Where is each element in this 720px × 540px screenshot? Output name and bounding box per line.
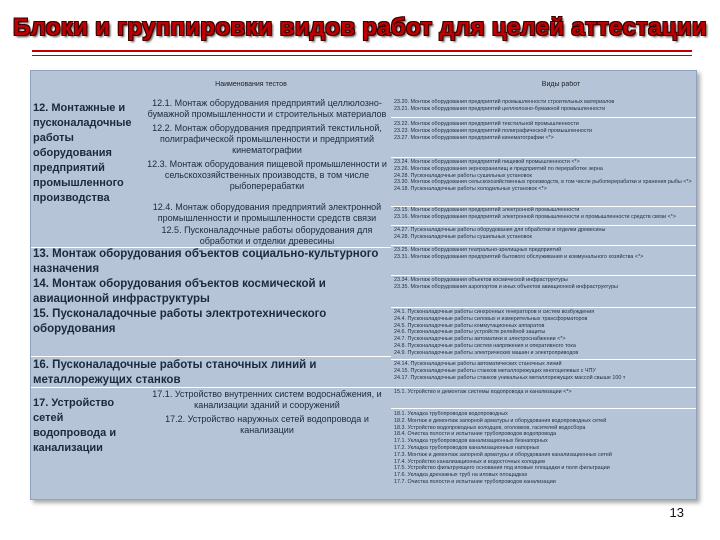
group-17-title: 17. Устройство сетей водопровода и канализации [33, 397, 117, 454]
row-separator [391, 275, 696, 276]
subgroup-17-1: 17.1. Устройство внутренних систем водоснабжения, и канализации зданий и сооружений [152, 389, 382, 410]
group-13-title: 13. Монтаж оборудования объектов социально-культурного назначения [33, 248, 379, 275]
title-underline [32, 50, 692, 52]
subgroup-12-2: 12.2. Монтаж оборудования предприятий текстильной, полиграфической промышленности и предприятий кинематографии [152, 123, 382, 155]
row-separator [391, 245, 696, 246]
works-block-10: 15.1. Устройство и демонтаж системы водопровода и канализации <*> [394, 389, 572, 395]
group-15-title: 15. Пусконаладочные работы электротехнического оборудования [33, 308, 327, 335]
slide-title: Блоки и группировки видов работ для целей аттестации [13, 14, 707, 41]
subgroup-12-4: 12.4. Монтаж оборудования предприятий электронной промышленности и промышленности средств связи [152, 202, 382, 223]
works-block-11: 18.1. Укладка трубопроводов водопроводных 18.2. Монтаж и демонтаж запорной арматуры и оборудования водопроводных сетей 18.3. Устройство водопроводных колодцев, оголовков, гасителей водосбора 18.4. Очистка полости и испытание трубопроводов водопровода 17.1. Укладка трубопроводов канализационных безнапорных 17.2. Укладка трубопроводов канализационных напорных 17.3. Монтаж и демонтаж запорной арматуры и оборудования канализационных сетей 17.4. Устройство канализационных и водосточных колодцев 17.5. Устройство фильтрующего основания под иловые площадки и поля фильтрации 17.6. Укладка дренажных труб на иловых площадках 17.7. Очистка полости и испытание трубопроводов канализации [394, 411, 612, 485]
works-block-2: 23.22. Монтаж оборудования предприятий текстильной промышленности 23.23. Монтаж оборудования предприятий полиграфической промышленности 23.27. Монтаж оборудования предприятий кинематографии <*> [394, 121, 593, 141]
group-16-title: 16. Пусконаладочные работы станочных линий и металлорежущих станков [33, 359, 317, 386]
works-block-7: 23.34. Монтаж оборудования объектов космической инфраструктуры 23.35. Монтаж оборудования аэропортов и иных объектов авиационной инфраструктуры [394, 277, 618, 290]
row-separator [391, 408, 696, 409]
page-number: 13 [669, 505, 684, 520]
row-separator [391, 307, 696, 308]
row-separator [31, 356, 391, 357]
works-block-8: 24.1. Пусконаладочные работы синхронных генераторов и систем возбуждения 24.4. Пусконаладочные работы силовых и измерительных трансформаторов 24.5. Пусконаладочные работы коммутационных аппаратов 24.6. Пусконаладочные работы устройств релейной защиты 24.7. Пусконаладочные работы автоматики в электроснабжении <*> 24.8. Пусконаладочные работы систем напряжения и оперативного тока 24.9. Пусконаладочные работы электрических машин и электроприводов [394, 309, 595, 356]
title-underline-thin [32, 55, 692, 56]
subgroup-12-3: 12.3. Монтаж оборудования пищевой промышленности и сельскохозяйственных производств, в том числе рыбоперерабатки [147, 159, 387, 191]
row-separator [391, 117, 696, 118]
subgroup-17-2: 17.2. Устройство наружных сетей водопровода и канализации [165, 414, 369, 435]
works-table [30, 70, 697, 500]
row-separator [391, 225, 696, 226]
works-block-1: 23.20. Монтаж оборудования предприятий промышленности строительных материалов 23.21. Монтаж оборудования предприятий целлюлозно-бумажной промышленности [394, 99, 615, 112]
row-separator [391, 359, 696, 360]
group-12-title: 12. Монтажные и пусконаладочные работы оборудования предприятий промышленного производства [33, 102, 132, 204]
works-block-6: 23.25. Монтаж оборудования театрально-зрелищных предприятий 23.31. Монтаж оборудования предприятий бытового обслуживания и коммунального хозяйства <*> [394, 247, 644, 260]
works-block-3: 23.24. Монтаж оборудования предприятий пищевой промышленности <*> 23.26. Монтаж оборудования зернохранилищ и предприятий по переработке зерна 24.28. Пусконаладочные работы сушильных установок 23.30. Монтаж оборудования сельскохозяйственных производств, в том числе рыбоперерабатки и хранения рыбы <*> 24.18. Пусконаладочные работы холодильных установок <*> [394, 159, 692, 193]
row-separator [391, 387, 696, 388]
works-block-5: 24.27. Пусконаладочные работы оборудования для обработки и отделки древесины 24.28. Пусконаладочные работы сушильных установок [394, 227, 606, 240]
group-14-title: 14. Монтаж оборудования объектов космической и авиационной инфраструктуры [33, 278, 326, 305]
header-works: Виды работ [541, 81, 581, 88]
works-block-9: 24.14. Пусконаладочные работы автоматических станочных линий 24.15. Пусконаладочные работы станков металлорежущих многоцелевых с ЧПУ 24.17. Пусконаладочные работы станков уникальных металлорежущих массой свыше 100 т [394, 361, 626, 381]
row-separator [391, 157, 696, 158]
works-block-4: 23.15. Монтаж оборудования предприятий электронной промышленности 23.16. Монтаж оборудования предприятий электронной промышленности и промышленности средств связи <*> [394, 207, 677, 220]
subgroup-12-5: 12.5. Пусконаладочные работы оборудования для обработки и отделки древесины [161, 225, 373, 246]
header-tests: Наименования тестов [215, 81, 287, 88]
subgroup-12-1: 12.1. Монтаж оборудования предприятий целлюлозно-бумажной промышленности и строительных материалов [147, 98, 387, 119]
